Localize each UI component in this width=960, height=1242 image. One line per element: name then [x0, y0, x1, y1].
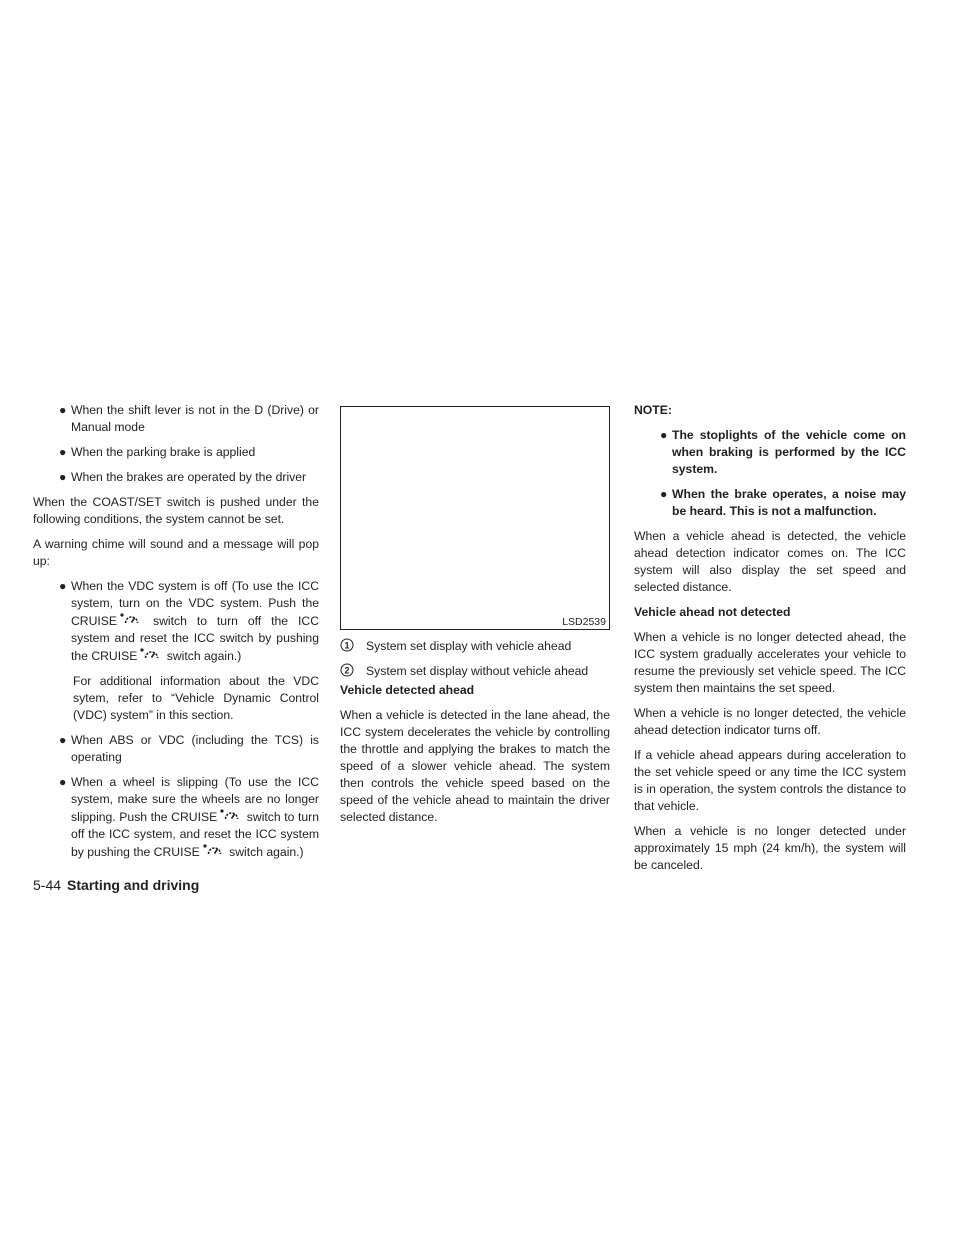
page-number: 5-44 [33, 877, 62, 893]
legend-item-1 [340, 638, 610, 655]
bullet-text: switch again.) [166, 649, 242, 663]
paragraph-accelerates: When a vehicle is no longer detected ahead, the ICC system gradually accelerates your vehicle to resume the previously set vehicle speed. The ICC system then maintains the set speed. [634, 630, 906, 695]
heading-vehicle-not-detected: Vehicle ahead not detected [634, 605, 791, 619]
bullet-text: When the brake operates, a noise may be heard. This is not a malfunction. [672, 487, 906, 518]
circled-number-icon [340, 638, 354, 652]
cruise-switch-icon [219, 808, 241, 822]
column-middle [340, 402, 610, 834]
bullet-dot: ● [59, 775, 67, 789]
paragraph-vdc-reference: For additional information about the VDC sytem, refer to “Vehicle Dynamic Control (VDC) system” in this section. [73, 674, 319, 722]
paragraph-coast-set: When the COAST/SET switch is pushed under the following conditions, the system cannot be set. [33, 495, 319, 526]
paragraph-vehicle-detected: When a vehicle is detected in the lane ahead, the ICC system decelerates the vehicle by controlling the throttle and applying the brakes to match the speed of a slower vehicle ahead. The system then controls the vehicle speed based on the speed of the vehicle ahead to maintain the driver selected distance. [340, 708, 610, 824]
legend-number: 2 [344, 665, 350, 676]
page-footer [33, 876, 199, 894]
bullet-dot: ● [59, 470, 67, 484]
legend-item-2 [340, 663, 610, 680]
bullet-dot: ● [59, 403, 67, 417]
cruise-switch-icon [139, 647, 161, 661]
column-right [634, 402, 906, 882]
bullet-text: When ABS or VDC (including the TCS) is operating [71, 733, 319, 764]
paragraph-vehicle-appears: If a vehicle ahead appears during acceleration to the set vehicle speed or any time the ICC system is in operation, the system controls the distance to that vehicle. [634, 748, 906, 813]
cruise-switch-icon [119, 612, 141, 626]
paragraph-canceled: When a vehicle is no longer detected under approximately 15 mph (24 km/h), the system will be canceled. [634, 824, 906, 872]
bullet-vdc-off [33, 578, 319, 665]
bullet-dot: ● [660, 428, 668, 442]
cruise-switch-icon [202, 843, 224, 857]
paragraph-indicator-off: When a vehicle is no longer detected, the vehicle ahead detection indicator turns off. [634, 706, 906, 737]
figure-system-display [340, 406, 610, 630]
bullet-text: When the VDC system is off (To use the ICC system, turn on the VDC system. Push the CRUISE [71, 579, 319, 628]
legend-text: System set display without vehicle ahead [366, 664, 589, 678]
figure-code: LSD2539 [562, 616, 606, 628]
bullet-text: When the brakes are operated by the driver [71, 470, 307, 484]
note-bullet-noise [634, 486, 906, 520]
bullet-text: switch to turn off the ICC system and reset the ICC switch by pushing the CRUISE [71, 614, 320, 663]
bullet-text: switch again.) [229, 845, 304, 859]
bullet-text: When the parking brake is applied [71, 445, 256, 459]
paragraph-warning-chime: A warning chime will sound and a message will pop up: [33, 537, 319, 568]
bullet-dot: ● [59, 733, 67, 747]
bullet-parking-brake [33, 444, 319, 461]
bullet-wheel-slipping [33, 774, 319, 861]
bullet-brakes-operated [33, 469, 319, 486]
bullet-text: The stoplights of the vehicle come on when braking is performed by the ICC system. [672, 428, 906, 476]
bullet-text: switch to turn off the ICC system, and reset the ICC system by pushing the CRUISE [71, 810, 319, 859]
bullet-dot: ● [59, 445, 67, 459]
paragraph-indicator-on: When a vehicle ahead is detected, the vehicle ahead detection indicator comes on. The ICC system will also display the set speed and selected distance. [634, 529, 906, 594]
bullet-text: When the shift lever is not in the D (Drive) or Manual mode [71, 403, 319, 434]
bullet-shift-lever [33, 402, 319, 436]
section-title: Starting and driving [67, 877, 200, 893]
legend-number: 1 [344, 640, 350, 651]
note-bullet-stoplights [634, 427, 906, 478]
bullet-dot: ● [59, 579, 67, 593]
note-label: NOTE: [634, 403, 672, 417]
bullet-abs-vdc [33, 732, 319, 766]
column-left [33, 402, 319, 869]
circled-number-icon [340, 663, 354, 677]
bullet-dot: ● [660, 487, 668, 501]
heading-vehicle-detected: Vehicle detected ahead [340, 683, 475, 697]
bullet-text: When a wheel is slipping (To use the ICC system, make sure the wheels are no longer slipping. Push the CRUISE [71, 775, 319, 824]
legend-text: System set display with vehicle ahead [366, 639, 572, 653]
